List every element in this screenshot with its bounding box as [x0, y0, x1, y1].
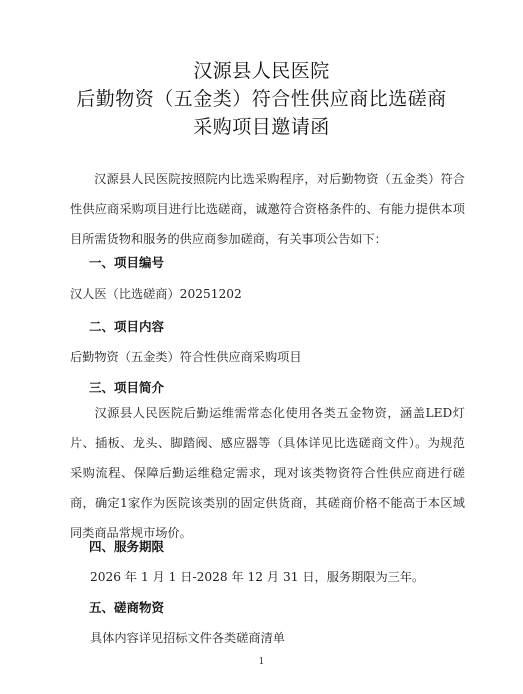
- intro-paragraph: [70, 164, 465, 254]
- section-heading-project-summary: 三、项目简介: [89, 380, 165, 395]
- document-title-line-3: 采购项目邀请函: [193, 116, 330, 138]
- service-period-text: 2026 年 1 月 1 日-2028 年 12 月 31 日，服务期限为三年。: [90, 570, 425, 584]
- section-heading-project-content: 二、项目内容: [89, 319, 165, 334]
- project-summary-paragraph: [70, 398, 465, 548]
- project-content-text: 后勤物资（五金类）符合性供应商采购项目: [70, 350, 302, 364]
- section-heading-service-period: 四、服务期限: [89, 539, 165, 554]
- page-number: 1: [258, 657, 265, 667]
- project-number-text: 汉人医（比选磋商）20251202: [70, 287, 242, 301]
- intro-text: 汉源县人民医院按照院内比选采购程序，对后勤物资（五金类）符合性供应商采购项目进行比选磋商，诚邀符合资格条件的、有能力提供本项目所需货物和服务的供应商参加磋商，有关事项公告如下：: [70, 172, 465, 246]
- materials-text: 具体内容详见招标文件各类磋商清单: [90, 631, 285, 645]
- project-summary-text: 汉源县人民医院后勤运维需常态化使用各类五金物资，涵盖LED灯片、插板、龙头、脚踏阀、感应器等（具体详见比选磋商文件）。为规范采购流程、保障后勤运维稳定需求，现对该类物资符合性供应商进行磋商，确定1家作为医院该类别的固定供货商，其磋商价格不能高于本区域同类商品常规市场价。: [70, 406, 465, 540]
- section-heading-materials: 五、磋商物资: [89, 600, 165, 615]
- document-title-line-2: 后勤物资（五金类）符合性供应商比选磋商: [76, 88, 447, 110]
- document-title-line-1: 汉源县人民医院: [193, 60, 330, 82]
- section-heading-project-number: 一、项目编号: [89, 255, 165, 270]
